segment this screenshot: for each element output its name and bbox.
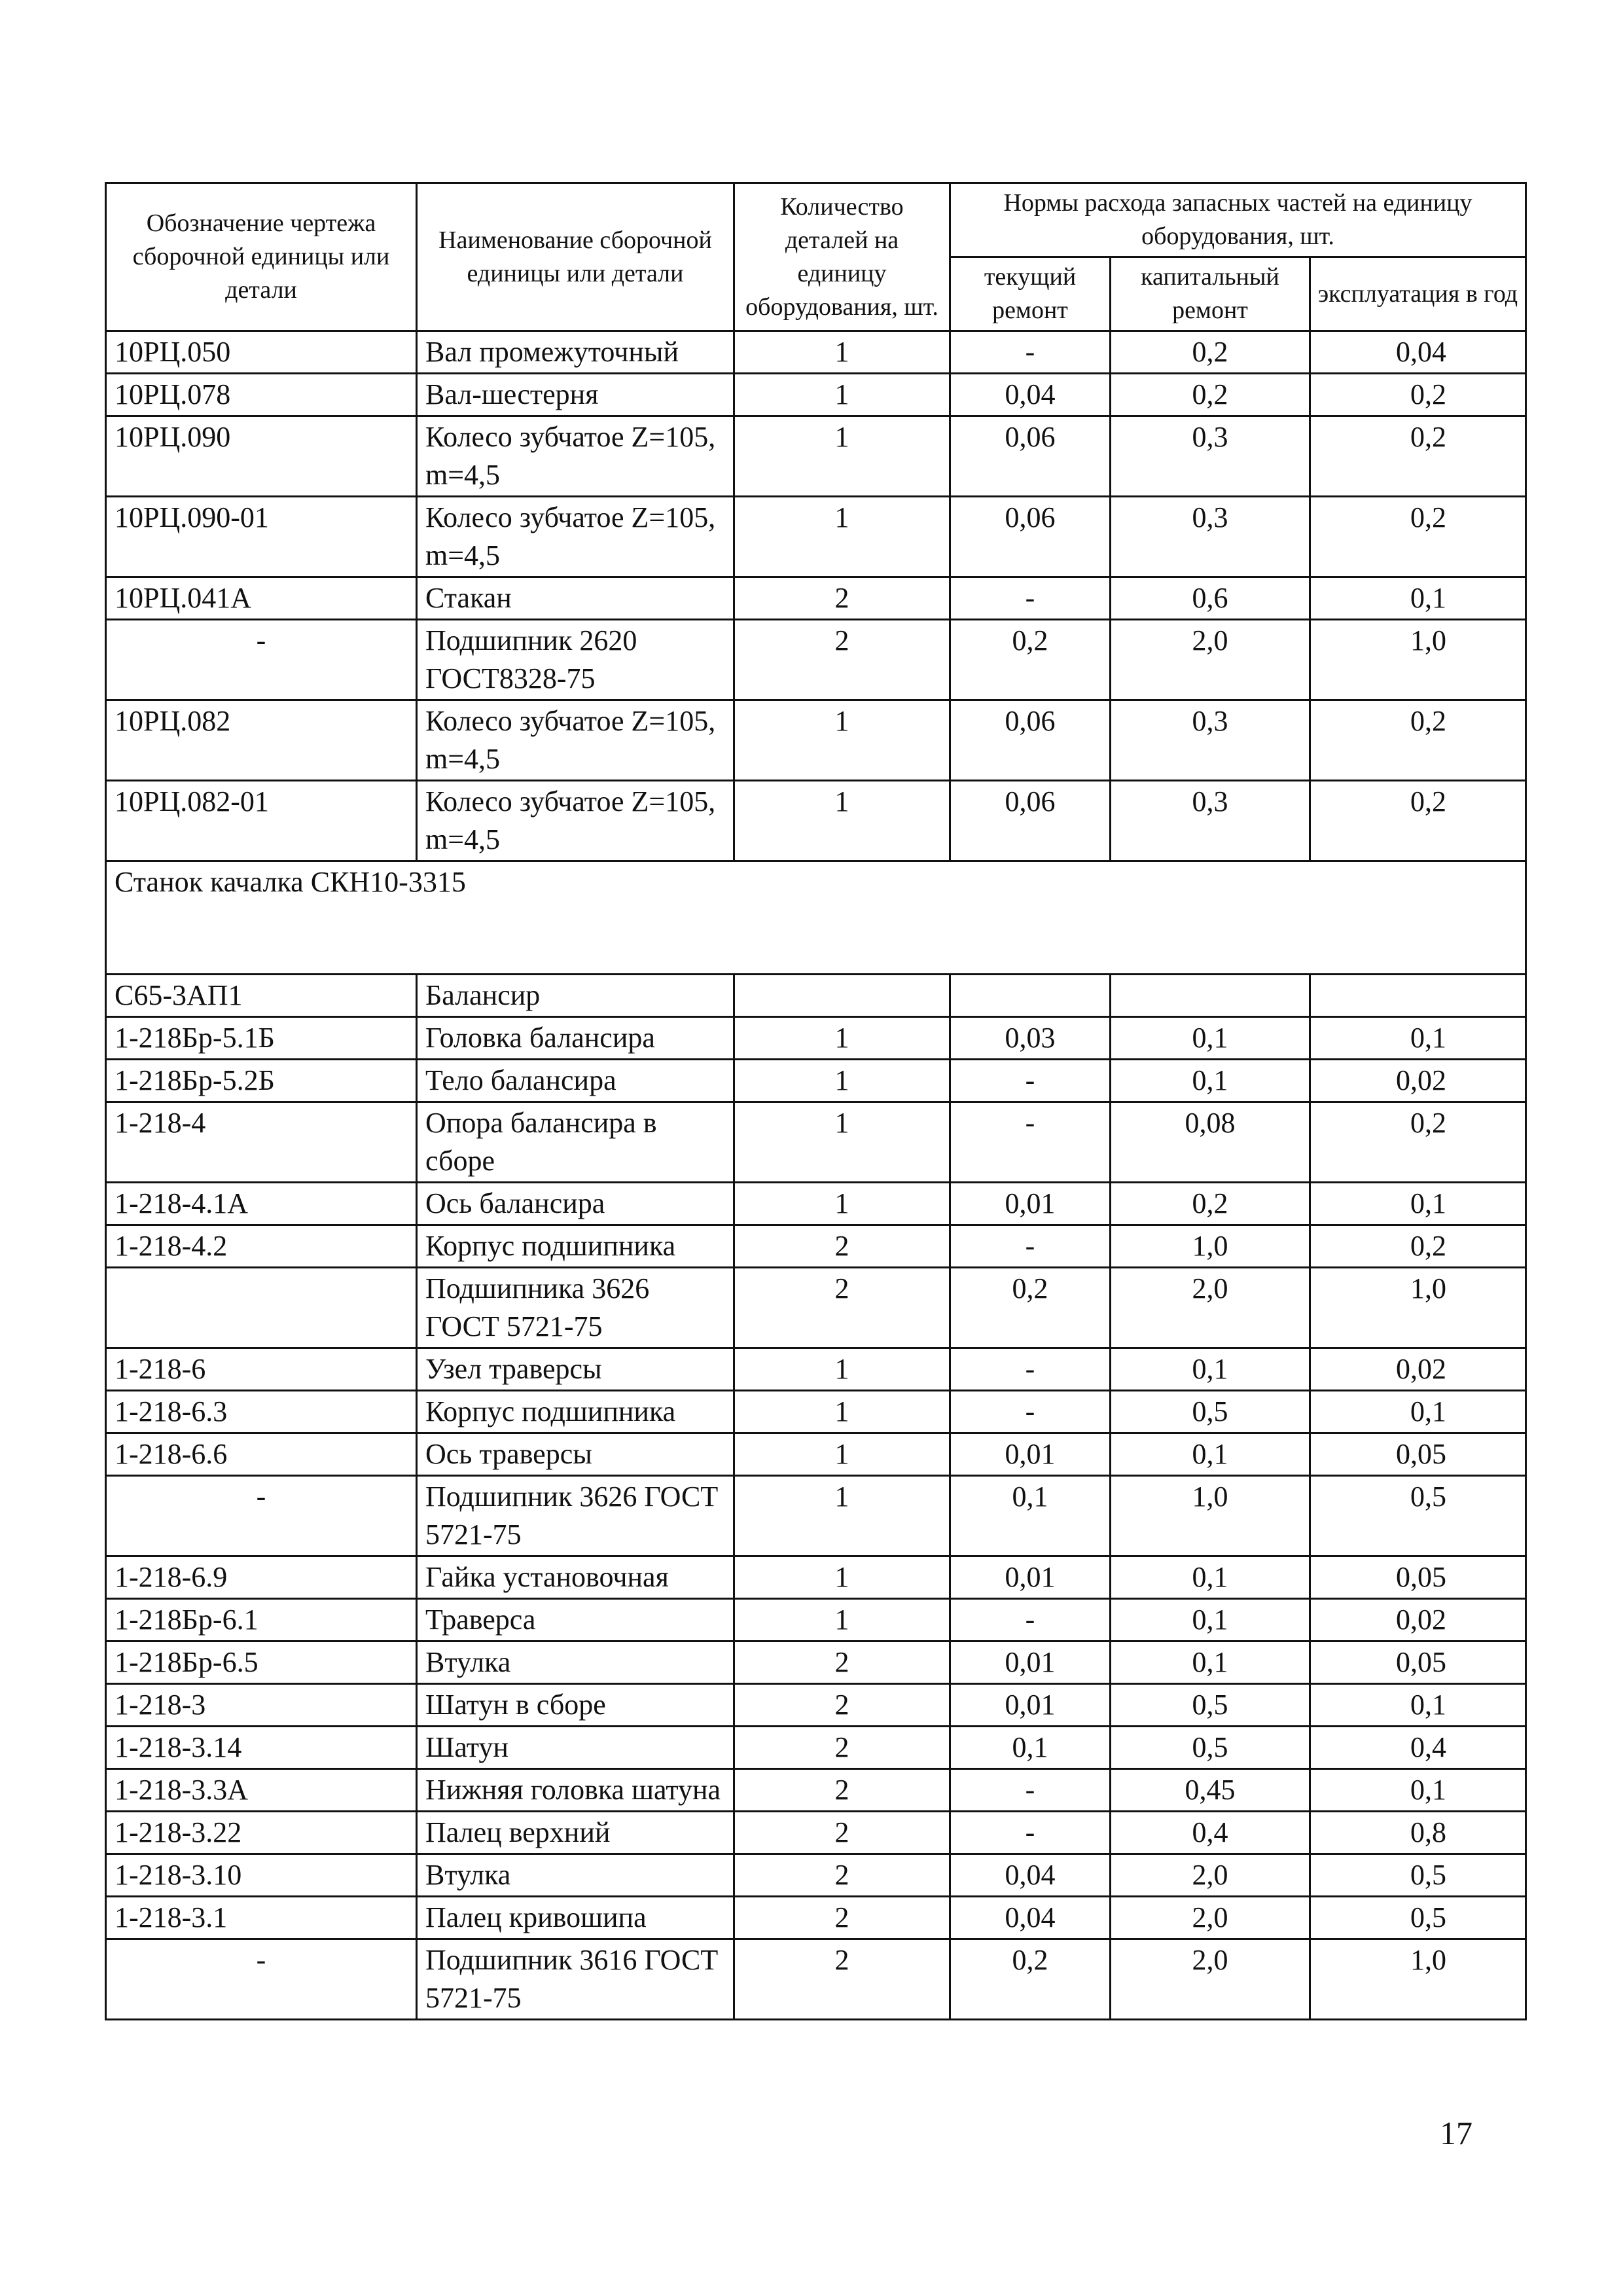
cell-qty: 2 (734, 1727, 950, 1769)
cell-operation: 0,5 (1310, 1476, 1526, 1556)
cell-qty: 1 (734, 1017, 950, 1060)
cell-code: - (106, 620, 417, 700)
cell-current-repair: 0,2 (950, 620, 1111, 700)
cell-operation: 0,2 (1310, 497, 1526, 577)
section-heading-group (106, 861, 1526, 975)
table-header-row (106, 183, 1526, 257)
cell-current-repair: 0,01 (950, 1556, 1111, 1599)
table-row (106, 1268, 1526, 1348)
cell-capital-repair: 0,6 (1111, 577, 1310, 620)
cell-operation: 0,2 (1310, 1225, 1526, 1268)
cell-code: 1-218-3.1 (106, 1897, 417, 1939)
cell-capital-repair: 0,08 (1111, 1102, 1310, 1183)
cell-current-repair: 0,04 (950, 1897, 1111, 1939)
cell-name: Шатун (417, 1727, 734, 1769)
cell-operation: 0,5 (1310, 1854, 1526, 1897)
cell-code: 1-218-3.14 (106, 1727, 417, 1769)
page-number: 17 (1440, 2115, 1472, 2151)
cell-qty: 2 (734, 1641, 950, 1684)
table-row (106, 497, 1526, 577)
cell-name: Узел траверсы (417, 1348, 734, 1391)
cell-current-repair: 0,06 (950, 781, 1111, 861)
cell-capital-repair: 0,1 (1111, 1556, 1310, 1599)
cell-current-repair: - (950, 1391, 1111, 1433)
section-title: Станок качалка СКН10-3315 (106, 861, 1526, 975)
cell-name: Траверса (417, 1599, 734, 1641)
table-row (106, 1391, 1526, 1433)
header-operation: эксплуатация в год (1310, 257, 1526, 331)
cell-capital-repair: 1,0 (1111, 1225, 1310, 1268)
cell-qty: 1 (734, 1348, 950, 1391)
cell-current-repair: 0,2 (950, 1939, 1111, 2020)
cell-current-repair: - (950, 1102, 1111, 1183)
cell-code: 10РЦ.090 (106, 416, 417, 497)
cell-operation: 0,1 (1310, 577, 1526, 620)
cell-current-repair: - (950, 577, 1111, 620)
cell-operation: 0,1 (1310, 1017, 1526, 1060)
cell-current-repair: 0,06 (950, 416, 1111, 497)
cell-operation: 0,05 (1310, 1556, 1526, 1599)
cell-capital-repair: 2,0 (1111, 1897, 1310, 1939)
table-row (106, 1060, 1526, 1102)
cell-current-repair (950, 975, 1111, 1017)
cell-capital-repair: 0,1 (1111, 1641, 1310, 1684)
cell-name: Гайка установочная (417, 1556, 734, 1599)
cell-operation: 0,4 (1310, 1727, 1526, 1769)
cell-operation: 1,0 (1310, 1268, 1526, 1348)
cell-operation: 1,0 (1310, 620, 1526, 700)
cell-capital-repair: 0,1 (1111, 1017, 1310, 1060)
cell-qty: 1 (734, 1183, 950, 1225)
cell-name: Корпус подшипника (417, 1225, 734, 1268)
spare-parts-table (105, 182, 1527, 2020)
cell-operation: 0,1 (1310, 1684, 1526, 1727)
cell-capital-repair: 0,3 (1111, 700, 1310, 781)
cell-current-repair: 0,04 (950, 374, 1111, 416)
cell-operation: 0,02 (1310, 1060, 1526, 1102)
cell-name: Вал-шестерня (417, 374, 734, 416)
cell-name: Опора балансира в сборе (417, 1102, 734, 1183)
cell-name: Колесо зубчатое Z=105, m=4,5 (417, 497, 734, 577)
cell-current-repair: - (950, 331, 1111, 374)
table-row (106, 1348, 1526, 1391)
cell-operation: 1,0 (1310, 1939, 1526, 2020)
cell-operation: 0,02 (1310, 1348, 1526, 1391)
cell-operation: 0,2 (1310, 374, 1526, 416)
cell-code: 1-218Бр-6.1 (106, 1599, 417, 1641)
cell-operation: 0,1 (1310, 1183, 1526, 1225)
cell-name: Втулка (417, 1641, 734, 1684)
cell-capital-repair: 0,5 (1111, 1727, 1310, 1769)
cell-name: Палец кривошипа (417, 1897, 734, 1939)
cell-qty: 1 (734, 374, 950, 416)
cell-name: Головка балансира (417, 1017, 734, 1060)
table-row (106, 577, 1526, 620)
cell-name: Подшипник 2620 ГОСТ8328-75 (417, 620, 734, 700)
cell-current-repair: 0,01 (950, 1433, 1111, 1476)
table-row (106, 975, 1526, 1017)
table-body-reducer (106, 331, 1526, 861)
header-name: Наименование сборочной единицы или детали (417, 183, 734, 331)
cell-operation: 0,2 (1310, 416, 1526, 497)
table-row (106, 781, 1526, 861)
cell-capital-repair: 0,1 (1111, 1599, 1310, 1641)
cell-name: Нижняя головка шатуна (417, 1769, 734, 1812)
cell-current-repair: 0,03 (950, 1017, 1111, 1060)
cell-code (106, 1268, 417, 1348)
cell-name: Балансир (417, 975, 734, 1017)
cell-code: - (106, 1476, 417, 1556)
cell-name: Стакан (417, 577, 734, 620)
cell-code: 1-218-6.9 (106, 1556, 417, 1599)
cell-qty: 1 (734, 497, 950, 577)
cell-qty: 1 (734, 331, 950, 374)
section-row (106, 861, 1526, 975)
cell-name: Колесо зубчатое Z=105, m=4,5 (417, 700, 734, 781)
cell-current-repair: 0,06 (950, 497, 1111, 577)
cell-operation: 0,1 (1310, 1391, 1526, 1433)
cell-current-repair: 0,01 (950, 1641, 1111, 1684)
table-row (106, 1854, 1526, 1897)
table-row (106, 1017, 1526, 1060)
cell-code: 10РЦ.050 (106, 331, 417, 374)
table-row (106, 700, 1526, 781)
cell-code: 1-218-3 (106, 1684, 417, 1727)
cell-code: 10РЦ.041А (106, 577, 417, 620)
table-row (106, 1897, 1526, 1939)
cell-name: Палец верхний (417, 1812, 734, 1854)
table-row (106, 1102, 1526, 1183)
cell-capital-repair: 0,5 (1111, 1684, 1310, 1727)
cell-operation: 0,2 (1310, 700, 1526, 781)
cell-current-repair: 0,2 (950, 1268, 1111, 1348)
cell-capital-repair: 0,45 (1111, 1769, 1310, 1812)
table-row (106, 374, 1526, 416)
cell-capital-repair: 0,3 (1111, 416, 1310, 497)
table-row (106, 1476, 1526, 1556)
cell-code: 1-218Бр-5.2Б (106, 1060, 417, 1102)
cell-qty: 1 (734, 1102, 950, 1183)
cell-qty: 2 (734, 1684, 950, 1727)
cell-current-repair: 0,04 (950, 1854, 1111, 1897)
cell-capital-repair: 0,1 (1111, 1348, 1310, 1391)
cell-code: 1-218-6.6 (106, 1433, 417, 1476)
header-qty: Количество деталей на единицу оборудования, шт. (734, 183, 950, 331)
cell-code: 10РЦ.082-01 (106, 781, 417, 861)
header-current-repair: текущий ремонт (950, 257, 1111, 331)
cell-name: Ось балансира (417, 1183, 734, 1225)
cell-capital-repair: 0,2 (1111, 1183, 1310, 1225)
cell-name: Колесо зубчатое Z=105, m=4,5 (417, 416, 734, 497)
cell-name: Корпус подшипника (417, 1391, 734, 1433)
cell-qty: 1 (734, 1391, 950, 1433)
cell-capital-repair: 2,0 (1111, 1854, 1310, 1897)
cell-qty: 2 (734, 1268, 950, 1348)
cell-name: Подшипника 3626 ГОСТ 5721-75 (417, 1268, 734, 1348)
cell-capital-repair: 2,0 (1111, 1268, 1310, 1348)
cell-name: Шатун в сборе (417, 1684, 734, 1727)
cell-code: С65-3АП1 (106, 975, 417, 1017)
cell-capital-repair: 0,3 (1111, 781, 1310, 861)
cell-capital-repair: 0,2 (1111, 331, 1310, 374)
header-code: Обозначение чертежа сборочной единицы или детали (106, 183, 417, 331)
cell-capital-repair: 0,4 (1111, 1812, 1310, 1854)
cell-qty: 1 (734, 1476, 950, 1556)
header-capital-repair: капитальный ремонт (1111, 257, 1310, 331)
cell-operation: 0,05 (1310, 1433, 1526, 1476)
cell-name: Втулка (417, 1854, 734, 1897)
table-body-pumping-unit (106, 975, 1526, 2020)
cell-operation: 0,2 (1310, 781, 1526, 861)
cell-capital-repair: 0,1 (1111, 1433, 1310, 1476)
cell-qty: 2 (734, 1769, 950, 1812)
cell-qty: 2 (734, 1812, 950, 1854)
cell-qty: 1 (734, 700, 950, 781)
cell-code: 10РЦ.090-01 (106, 497, 417, 577)
cell-current-repair: - (950, 1348, 1111, 1391)
table-row (106, 1225, 1526, 1268)
cell-qty: 1 (734, 781, 950, 861)
cell-code: 10РЦ.078 (106, 374, 417, 416)
cell-qty: 1 (734, 1556, 950, 1599)
cell-code: 1-218-6.3 (106, 1391, 417, 1433)
cell-qty: 1 (734, 1060, 950, 1102)
table-row (106, 620, 1526, 700)
cell-qty: 2 (734, 577, 950, 620)
cell-code: 1-218Бр-5.1Б (106, 1017, 417, 1060)
cell-name: Тело балансира (417, 1060, 734, 1102)
cell-operation: 0,02 (1310, 1599, 1526, 1641)
cell-qty: 1 (734, 416, 950, 497)
cell-capital-repair: 2,0 (1111, 620, 1310, 700)
cell-capital-repair: 1,0 (1111, 1476, 1310, 1556)
cell-code: 1-218-3.3А (106, 1769, 417, 1812)
cell-capital-repair: 2,0 (1111, 1939, 1310, 2020)
cell-code: 1-218-6 (106, 1348, 417, 1391)
cell-code: - (106, 1939, 417, 2020)
cell-current-repair: 0,06 (950, 700, 1111, 781)
cell-operation: 0,1 (1310, 1769, 1526, 1812)
table-row (106, 1556, 1526, 1599)
cell-operation: 0,2 (1310, 1102, 1526, 1183)
cell-qty: 2 (734, 1225, 950, 1268)
table-row (106, 331, 1526, 374)
cell-qty: 2 (734, 1897, 950, 1939)
cell-qty: 1 (734, 1599, 950, 1641)
cell-name: Подшипник 3616 ГОСТ 5721-75 (417, 1939, 734, 2020)
table-row (106, 1599, 1526, 1641)
cell-operation: 0,8 (1310, 1812, 1526, 1854)
cell-code: 1-218-3.10 (106, 1854, 417, 1897)
header-norms: Нормы расхода запасных частей на единицу оборудования, шт. (950, 183, 1526, 257)
table-row (106, 416, 1526, 497)
cell-qty: 2 (734, 1939, 950, 2020)
cell-current-repair: - (950, 1225, 1111, 1268)
table-row (106, 1769, 1526, 1812)
table-row (106, 1641, 1526, 1684)
cell-current-repair: - (950, 1599, 1111, 1641)
cell-operation: 0,04 (1310, 331, 1526, 374)
cell-qty: 1 (734, 1433, 950, 1476)
cell-name: Колесо зубчатое Z=105, m=4,5 (417, 781, 734, 861)
cell-current-repair: 0,1 (950, 1476, 1111, 1556)
cell-current-repair: 0,01 (950, 1183, 1111, 1225)
table-row (106, 1183, 1526, 1225)
cell-qty (734, 975, 950, 1017)
cell-name: Вал промежуточный (417, 331, 734, 374)
cell-capital-repair: 0,2 (1111, 374, 1310, 416)
table-row (106, 1727, 1526, 1769)
cell-current-repair: 0,1 (950, 1727, 1111, 1769)
cell-capital-repair: 0,3 (1111, 497, 1310, 577)
cell-name: Подшипник 3626 ГОСТ 5721-75 (417, 1476, 734, 1556)
cell-capital-repair (1111, 975, 1310, 1017)
cell-code: 1-218-3.22 (106, 1812, 417, 1854)
cell-current-repair: - (950, 1812, 1111, 1854)
cell-capital-repair: 0,5 (1111, 1391, 1310, 1433)
cell-operation (1310, 975, 1526, 1017)
cell-current-repair: - (950, 1060, 1111, 1102)
cell-capital-repair: 0,1 (1111, 1060, 1310, 1102)
table-row (106, 1433, 1526, 1476)
cell-code: 1-218Бр-6.5 (106, 1641, 417, 1684)
table-row (106, 1939, 1526, 2020)
cell-qty: 2 (734, 620, 950, 700)
cell-code: 1-218-4.1А (106, 1183, 417, 1225)
cell-current-repair: - (950, 1769, 1111, 1812)
table-row (106, 1812, 1526, 1854)
cell-code: 1-218-4.2 (106, 1225, 417, 1268)
cell-code: 10РЦ.082 (106, 700, 417, 781)
cell-operation: 0,05 (1310, 1641, 1526, 1684)
table-row (106, 1684, 1526, 1727)
cell-code: 1-218-4 (106, 1102, 417, 1183)
cell-name: Ось траверсы (417, 1433, 734, 1476)
cell-operation: 0,5 (1310, 1897, 1526, 1939)
cell-qty: 2 (734, 1854, 950, 1897)
cell-current-repair: 0,01 (950, 1684, 1111, 1727)
